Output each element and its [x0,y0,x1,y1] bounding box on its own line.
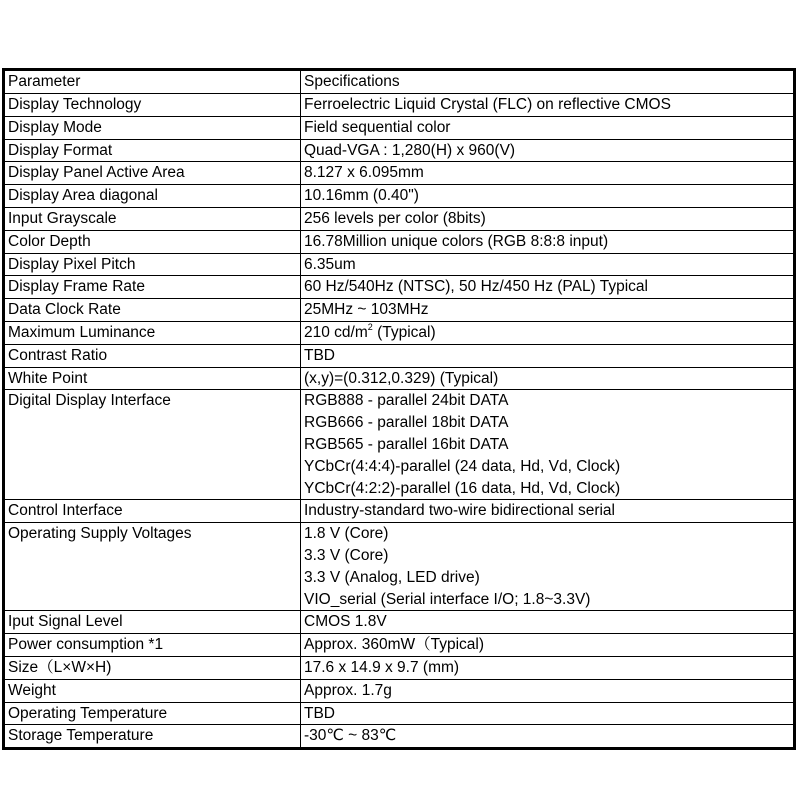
parameter-cell: Power consumption *1 [4,634,301,657]
specification-cell [301,207,795,230]
specification-line: Industry-standard two-wire bidirectional serial [304,502,615,520]
specification-line: 10.16mm (0.40") [304,187,419,205]
parameter-cell: Operating Temperature [4,702,301,725]
specification-cell [301,185,795,208]
table-row [4,253,795,276]
header-parameter: Parameter [4,70,301,94]
parameter-cell: Display Format [4,139,301,162]
table-header-row [4,70,795,94]
spec-table-body [4,70,795,749]
specification-cell [301,390,795,500]
spec-table [2,68,796,750]
parameter-cell: Digital Display Interface [4,390,301,500]
specification-cell [301,611,795,634]
table-row [4,679,795,702]
superscript: 2 [367,321,373,332]
parameter-cell: Weight [4,679,301,702]
table-row [4,276,795,299]
specification-line: 256 levels per color (8bits) [304,209,486,227]
parameter-cell: Display Mode [4,116,301,139]
specification-line: Field sequential color [304,118,451,136]
table-row [4,94,795,117]
specification-value: 210 cd/m [304,323,368,341]
specification-line: Quad-VGA : 1,280(H) x 960(V) [304,141,516,159]
specification-line: YCbCr(4:4:4)-parallel (24 data, Hd, Vd, Clock) [304,457,621,475]
table-row [4,702,795,725]
specification-cell [301,230,795,253]
parameter-cell: Display Area diagonal [4,185,301,208]
specification-line: TBD [304,704,335,722]
table-row [4,185,795,208]
specification-line: 8.127 x 6.095mm [304,164,424,182]
parameter-cell: Control Interface [4,500,301,523]
specification-line: RGB888 - parallel 24bit DATA [304,392,509,410]
parameter-cell: Display Technology [4,94,301,117]
specification-line [304,322,793,344]
specification-cell [301,94,795,117]
table-row [4,634,795,657]
specification-cell [301,702,795,725]
parameter-cell: Maximum Luminance [4,321,301,344]
parameter-cell: Display Frame Rate [4,276,301,299]
specification-line: 16.78Million unique colors (RGB 8:8:8 input) [304,232,609,250]
specification-line: 3.3 V (Core) [304,546,389,564]
table-row [4,725,795,749]
specification-cell [301,344,795,367]
table-row [4,390,795,500]
specification-line: YCbCr(4:2:2)-parallel (16 data, Hd, Vd, Clock) [304,479,621,497]
specification-line: VIO_serial (Serial interface I/O; 1.8~3.3V) [304,590,591,608]
specification-cell [301,116,795,139]
specification-cell [301,276,795,299]
parameter-cell: Display Panel Active Area [4,162,301,185]
parameter-cell: Storage Temperature [4,725,301,749]
specification-cell [301,162,795,185]
table-row [4,230,795,253]
specification-line: Approx. 1.7g [304,681,392,699]
specification-line: -30℃ ~ 83℃ [304,727,397,745]
table-row [4,611,795,634]
header-specifications: Specifications [301,70,795,94]
specification-cell [301,634,795,657]
parameter-cell: Display Pixel Pitch [4,253,301,276]
specification-cell [301,139,795,162]
specification-line: 17.6 x 14.9 x 9.7 (mm) [304,658,460,676]
specification-line: 25MHz ~ 103MHz [304,301,429,319]
specification-cell [301,321,795,344]
table-row [4,367,795,390]
specification-cell [301,725,795,749]
specification-cell [301,367,795,390]
parameter-cell: Operating Supply Voltages [4,523,301,611]
specification-cell [301,500,795,523]
specification-line: 6.35um [304,255,356,273]
specification-line: (x,y)=(0.312,0.329) (Typical) [304,369,499,387]
specification-cell [301,656,795,679]
table-row [4,299,795,322]
table-row [4,162,795,185]
table-row [4,656,795,679]
table-row [4,344,795,367]
parameter-cell: Color Depth [4,230,301,253]
table-row [4,139,795,162]
parameter-cell: Size（L×W×H) [4,656,301,679]
specification-cell [301,299,795,322]
specification-line: RGB565 - parallel 16bit DATA [304,435,509,453]
specification-line: CMOS 1.8V [304,613,387,631]
table-row [4,207,795,230]
table-row [4,321,795,344]
specification-cell [301,679,795,702]
table-row [4,116,795,139]
parameter-cell: Contrast Ratio [4,344,301,367]
specification-line: 1.8 V (Core) [304,525,389,543]
table-row [4,523,795,611]
parameter-cell: White Point [4,367,301,390]
parameter-cell: Iput Signal Level [4,611,301,634]
specification-line: 60 Hz/540Hz (NTSC), 50 Hz/450 Hz (PAL) Typical [304,278,648,296]
specification-line: 3.3 V (Analog, LED drive) [304,568,480,586]
specification-line: Ferroelectric Liquid Crystal (FLC) on reflective CMOS [304,96,671,113]
specification-line: Approx. 360mW（Typical) [304,636,485,654]
specification-line: RGB666 - parallel 18bit DATA [304,414,509,432]
table-row [4,500,795,523]
specification-suffix: (Typical) [372,323,436,341]
specification-cell [301,253,795,276]
parameter-cell: Input Grayscale [4,207,301,230]
specification-line: TBD [304,346,335,364]
parameter-cell: Data Clock Rate [4,299,301,322]
specification-cell [301,523,795,611]
